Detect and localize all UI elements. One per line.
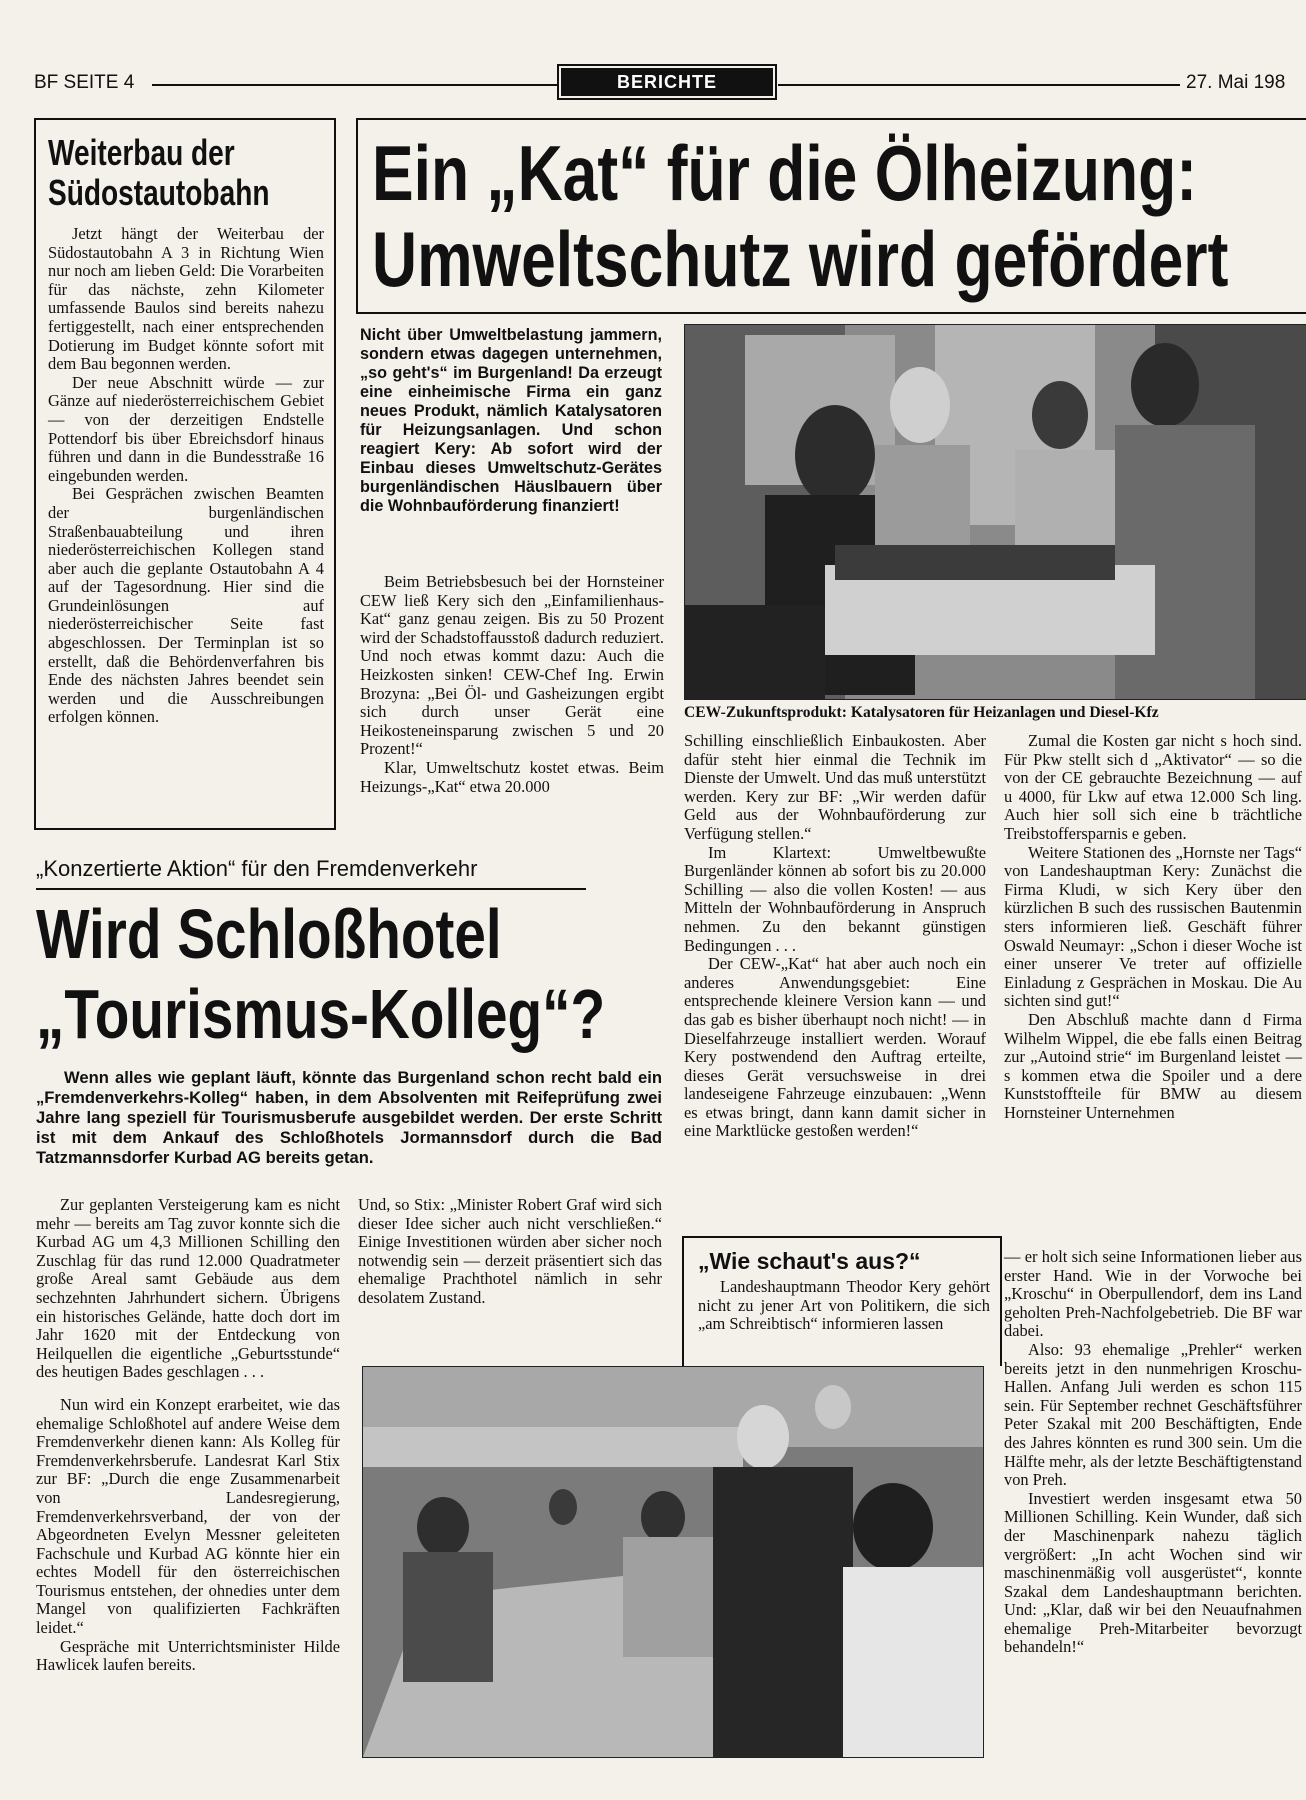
- hotel-col1-paragraph: Gespräche mit Unterrichtsminister Hilde Hawlicek laufen bereits.: [36, 1636, 340, 1675]
- sidebar-headline-line2: Südostautobahn: [48, 172, 270, 213]
- hotel-col1-paragraph: Zur geplanten Versteigerung kam es nicht mehr — bereits am Tag zuvor konnte sich die Kurbad AG um 4,3 Millionen Schilling den Zuschlag für das rund 12.000 Quadratmeter große Areal samt Gebäude aus dem sechzehnten Jahrhundert sichern. Übrigens ein historisches Gelände, hatte doch dort im Jahr 1620 mit der Entdeckung von Heilquellen die eigentliche „Geburtsstunde“ des heutigen Bades geschlagen . . .: [36, 1195, 340, 1382]
- sidebar-paragraph: Bei Gesprächen zwischen Beamten der burgenländischen Straßenbauabteilung und ihren niederösterreichischen Kollegen stand aber auch die geplante Ostautobahn A 4 auf der Tagesordnung. Hier sind die Grundeinlösungen auf niederösterreichischer Seite fast abgeschlossen. Der Terminplan ist so erstellt, daß die Behördenverfahren bis Ende des nächsten Jahres beendet sein werden und die Ausschreibungen erfolgen können.: [48, 484, 324, 727]
- sidebar-paragraph: Jetzt hängt der Weiterbau der Südostautobahn A 3 in Richtung Wien nur noch am lieben Geld: Die Vorarbeiten für das nächste, zehn Kilometer umfassende Baulos sind bereits nahezu fertiggestellt, nach einer entsprechenden Dotierung im Budget könnte sofort mit dem Bau begonnen werden.: [48, 224, 324, 374]
- photo-kroschu-hall: [362, 1366, 984, 1758]
- hotel-col2: [358, 1196, 662, 1308]
- kat-col2-paragraph: Im Klartext: Umweltbewußte Burgenländer können ab sofort bis zu 20.000 Schilling — also die vollen Kosten! — aus Mitteln der Wohnbauförderung in Anspruch nehmen. Zu den bekannt günstigen Bedingungen . . .: [684, 842, 986, 955]
- sidebar-body: [48, 225, 324, 727]
- sidebar-paragraph: Der neue Abschnitt würde — zur Gänze auf niederösterreichischem Gebiet — von der derzeitigen Endstelle Pottendorf bis über Ebreichsdorf hinaus führen und dann in die Bundesstraße 16 eingebunden werden.: [48, 372, 324, 485]
- kat-headline-line2: Umweltschutz wird gefördert: [372, 215, 1229, 303]
- section-label-box: [557, 64, 777, 100]
- kat-headline: [372, 130, 1292, 302]
- hotel-headline-line1: Wird Schloßhotel: [36, 895, 502, 973]
- hotel-lead: Wenn alles wie geplant läuft, könnte das Burgenland schon recht bald ein „Fremdenverkehrs-Kolleg“ haben, in dem Absolventen mit Reifeprüfung zwei Jahre lang speziell für Tourismusberufe ausgebildet werden. Der erste Schritt ist mit dem Ankauf des Schloßhotels Jormannsdorf durch die Bad Tatzmannsdorfer Kurbad AG bereits getan.: [36, 1068, 662, 1167]
- kat-col3-paragraph: Den Abschluß machte dann d Firma Wilhelm Wippel, die ebe falls einen Beitrag zur „Autoind strie“ im Burgenland leistet — s kommen etwa die Spoiler und a dere Kunststoffteile für BMW au diesem Hornsteiner Unternehmen: [1004, 1009, 1302, 1122]
- sidebar-headline-line1: Weiterbau der: [48, 132, 235, 173]
- section-label: BERICHTE: [561, 68, 773, 96]
- header-rule-right: [778, 84, 1180, 86]
- photo-cew-catalyst: [684, 324, 1306, 700]
- schaut-paragraph: — er holt sich seine Informationen lieber aus erster Hand. Wie in der Vorwoche bei „Kroschu“ in Oberpullendorf, dem ins Land geholten Preh-Nachfolgebetrieb. Die BF war dabei.: [1004, 1247, 1302, 1341]
- hotel-kicker-rule: [36, 888, 586, 890]
- kat-col2-paragraph: Schilling einschließlich Einbaukosten. Aber dafür steht hier einmal die Technik im Dienste der Umwelt. Und das muß unterstützt werden. Kery zur BF: „Wir werden dafür Geld aus der Wohnbauförderung zur Verfügung stellen.“: [684, 731, 986, 843]
- schaut-intro: Landeshauptmann Theodor Kery gehört nicht zu jener Art von Politikern, die sich „am Schreibtisch“ informieren lassen: [698, 1277, 990, 1334]
- photo-cew-caption: CEW-Zukunftsprodukt: Katalysatoren für Heizanlagen und Diesel-Kfz: [684, 704, 1159, 721]
- schaut-paragraph: Investiert werden insgesamt etwa 50 Millionen Schilling. Kein Wunder, daß sich der Maschinenpark nahezu täglich vergrößert: „In acht Wochen sind wir maschinenmäßig voll ausgerüstet“, konnte Szakal dem Landeshauptmann berichten. Und: „Klar, daß wir bei den Neuaufnahmen ehemalige Preh-Mitarbeiter bevorzugt behandeln!“: [1004, 1488, 1302, 1657]
- header-rule-left: [152, 84, 557, 86]
- kat-headline-line1: Ein „Kat“ für die Ölheizung:: [372, 129, 1198, 217]
- kat-col1: [360, 573, 664, 796]
- kat-col2: [684, 732, 986, 1141]
- schaut-paragraph: Also: 93 ehemalige „Prehler“ werken bereits jetzt in den nunmehrigen Kroschu-Hallen. Anfang Juli werden es schon 115 sein. Für September rechnet Geschäftsführer Peter Szakal mit 200 Beschäftigten, Ende des Jahres könnten es rund 300 sein. Um die Hälfte mehr, als der letzte Beschäftigtenstand von Preh.: [1004, 1339, 1302, 1490]
- hotel-col2-paragraph: Und, so Stix: „Minister Robert Graf wird sich dieser Idee sicher auch nicht verschließen.“ Einige Investitionen würden aber sicher noch notwendig sein — derzeit präsentiert sich das ehemalige Prachthotel nämlich in sehr desolatem Zustand.: [358, 1195, 662, 1307]
- kat-lead: Nicht über Umweltbelastung jammern, sondern etwas dagegen unternehmen, „so geht's“ im Burgenland! Da erzeugt eine einheimische Firma ein ganz neues Produkt, nämlich Katalysatoren für Heizungsanlagen. Und schon reagiert Kery: Ab sofort wird der Einbau dieses Umweltschutz-Gerätes burgenländischen Häuslbauern über die Wohnbauförderung finanziert!: [360, 326, 662, 515]
- hotel-kicker: „Konzertierte Aktion“ für den Fremdenverkehr: [36, 856, 478, 881]
- kat-col3-paragraph: Weitere Stationen des „Hornste ner Tags“ von Landeshauptman Kery: Zunächst die Firma Kludi, w sich Kery über den kürzlichen B such des russischen Bautenmin sters informieren ließ. Geschäft führer Oswald Neumayr: „Schon i dieser Woche ist einer unserer Ve treter auf offizielle Einladung z Gesprächen in Moskau. Die Au sichten sind gut!“: [1004, 842, 1302, 1011]
- hotel-headline-line2: „Tourismus-Kolleg“?: [36, 975, 606, 1053]
- kat-col3-paragraph: Zumal die Kosten gar nicht s hoch sind. Für Pkw stellt sich d „Aktivator“ — so die von der CE gebrauchte Bezeichnung — auf u 4000, für Lkw auf etwa 12.000 Sch ling. Auch hier soll sich eine b trächtliche Treibstoffersparnis e geben.: [1004, 731, 1302, 843]
- kat-col2-paragraph: Der CEW-„Kat“ hat aber auch noch ein anderes Anwendungsgebiet: Eine entsprechende kleinere Version kann — und das gab es bisher überhaupt noch nicht! — in Dieselfahrzeuge installiert werden. Worauf Kery postwendend den Auftrag erteilte, dieses Gerät versuchsweise in drei landeseigene Fahrzeuge einzubauen: „Wenn es etwas bringt, dann kann damit sicher in eine Marktlücke gestoßen werden!“: [684, 954, 986, 1141]
- page-label: BF SEITE 4: [34, 72, 135, 93]
- kat-col3: [1004, 732, 1302, 1122]
- page-date: 27. Mai 198: [1186, 72, 1286, 93]
- hotel-col1: [36, 1196, 340, 1675]
- kat-col1-paragraph: Klar, Umweltschutz kostet etwas. Beim Heizungs-„Kat“ etwa 20.000: [360, 757, 664, 796]
- hotel-col1-paragraph: Nun wird ein Konzept erarbeitet, wie das ehemalige Schloßhotel auf andere Weise dem Fremdenverkehr dienen kann: Als Kolleg für Fremdenverkehrsberufe. Landesrat Karl Stix zur BF: „Durch die enge Zusammenarbeit von Landesregierung, Fremdenverkehrsverband, der von der Abgeordneten Evelyn Messner geleiteten Fachschule und Kurbad AG könnte hier ein echtes Modell für den österreichischen Tourismus entstehen, der ohnedies unter dem Mangel von qualifizierten Fachkräften leidet.“: [36, 1394, 340, 1638]
- sidebar-headline: [48, 133, 328, 213]
- schaut-col: [1004, 1248, 1302, 1657]
- kat-col1-paragraph: Beim Betriebsbesuch bei der Hornsteiner CEW ließ Kery sich den „Einfamilienhaus-Kat“ ganz genau zeigen. Bis zu 50 Prozent wird der Schadstoffausstoß dadurch reduziert. Und noch etwas kommt dazu: Auch die Heizkosten sinken! CEW-Chef Ing. Erwin Brozyna: „Bei Öl- und Gasheizungen ergibt sich durch unser Gerät eine Heikosteneinsparung zwischen 5 und 20 Prozent!“: [360, 572, 664, 759]
- hotel-headline: [36, 894, 676, 1054]
- schaut-headline: „Wie schaut's aus?“: [698, 1248, 921, 1274]
